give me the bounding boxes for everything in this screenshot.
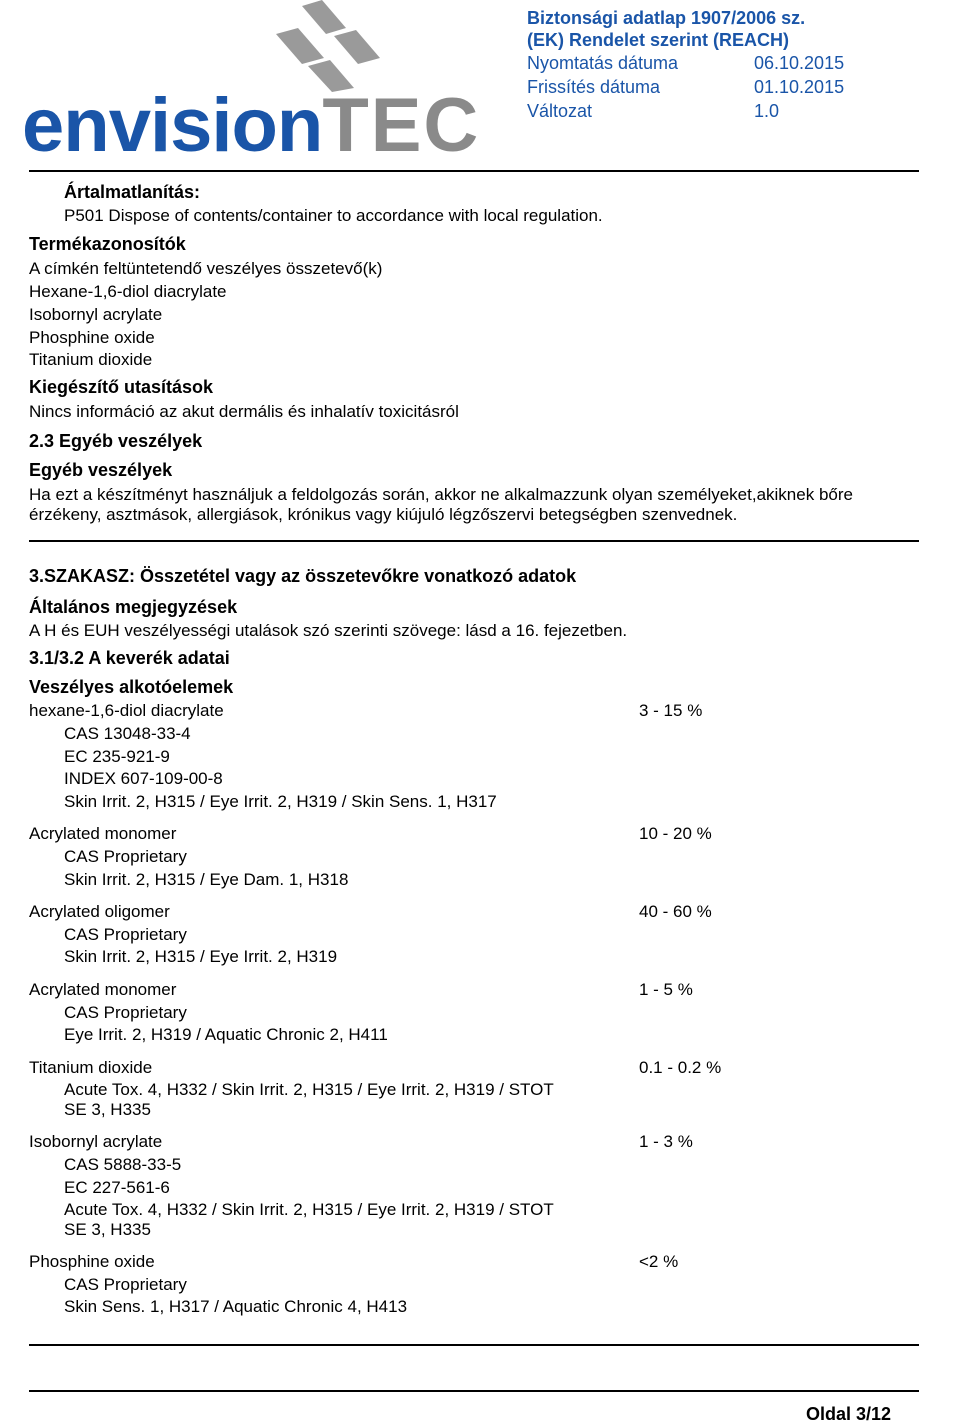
component-detail: Acute Tox. 4, H332 / Skin Irrit. 2, H315 / Eye Irrit. 2, H319 / STOT [64,1200,554,1219]
component-detail: CAS Proprietary [64,1003,187,1022]
component-detail: Skin Sens. 1, H317 / Aquatic Chronic 4, H413 [64,1297,408,1316]
update-date-label: Frissítés dátuma [527,77,661,97]
component-name: Acrylated monomer [29,980,177,999]
section-divider [29,540,919,542]
component-concentration: 40 - 60 % [639,902,712,921]
component-detail: CAS Proprietary [64,1275,187,1294]
component-concentration: 10 - 20 % [639,824,712,843]
identifier-item: Hexane-1,6-diol diacrylate [29,282,227,301]
header-divider [29,170,919,172]
component-detail: SE 3, H335 [64,1100,151,1119]
component-detail: INDEX 607-109-00-8 [64,769,223,788]
general-notes-text: A H és EUH veszélyességi utalások szó szerinti szövege: lásd a 16. fejezetben. [29,621,628,640]
section3-title: 3.SZAKASZ: Összetétel vagy az összetevőkre vonatkozó adatok [29,566,577,586]
supplementary-heading: Kiegészítő utasítások [29,377,214,397]
component-detail: Eye Irrit. 2, H319 / Aquatic Chronic 2, H411 [64,1025,388,1044]
component-detail: Skin Irrit. 2, H315 / Eye Dam. 1, H318 [64,870,349,889]
component-detail: CAS Proprietary [64,847,187,866]
doc-title-line-2: (EK) Rendelet szerint (REACH) [527,30,790,50]
disposal-heading: Ártalmatlanítás: [64,182,201,202]
component-concentration: 3 - 15 % [639,701,703,720]
supplementary-text: Nincs információ az akut dermális és inhalatív toxicitásról [29,402,459,421]
hazardous-components-heading: Veszélyes alkotóelemek [29,677,234,697]
component-name: Acrylated monomer [29,824,177,843]
component-concentration: <2 % [639,1252,679,1271]
component-detail: EC 227-561-6 [64,1178,170,1197]
component-detail: Acute Tox. 4, H332 / Skin Irrit. 2, H315 / Eye Irrit. 2, H319 / STOT [64,1080,554,1099]
other-hazards-text-1: Ha ezt a készítményt használjuk a feldolgozás során, akkor ne alkalmazzunk olyan személyeket,akiknek bőre [29,485,853,504]
footer-divider-bottom [29,1390,919,1392]
identifier-item: Isobornyl acrylate [29,305,163,324]
general-notes-heading: Általános megjegyzések [29,597,238,617]
other-hazards-text-2: érzékeny, asztmások, allergiások, krónikus vagy kiújuló légzőszervi betegségben szenvednek. [29,505,738,524]
page-number: Oldal 3/12 [806,1404,892,1424]
identifiers-intro: A címkén feltüntetendő veszélyes összetevő(k) [29,259,383,278]
logo-tec-text: TEC [322,83,481,168]
component-detail: EC 235-921-9 [64,747,170,766]
identifier-item: Titanium dioxide [29,350,153,369]
logo-main-text: envision [22,83,323,168]
component-detail: Skin Irrit. 2, H315 / Eye Irrit. 2, H319 / Skin Sens. 1, H317 [64,792,497,811]
disposal-p501: P501 Dispose of contents/container to accordance with local regulation. [64,206,603,225]
component-detail: Skin Irrit. 2, H315 / Eye Irrit. 2, H319 [64,947,338,966]
other-hazards-heading: Egyéb veszélyek [29,460,173,480]
component-name: hexane-1,6-diol diacrylate [29,701,224,720]
mixture-heading: 3.1/3.2 A keverék adatai [29,648,230,668]
component-detail: CAS 5888-33-5 [64,1155,182,1174]
doc-title-line-1: Biztonsági adatlap 1907/2006 sz. [527,8,806,28]
component-concentration: 1 - 3 % [639,1132,693,1151]
component-concentration: 1 - 5 % [639,980,693,999]
version-value: 1.0 [754,101,780,121]
identifier-item: Phosphine oxide [29,328,155,347]
component-detail: CAS Proprietary [64,925,187,944]
update-date-value: 01.10.2015 [754,77,845,97]
component-detail: CAS 13048-33-4 [64,724,191,743]
component-name: Isobornyl acrylate [29,1132,163,1151]
identifiers-heading: Termékazonosítók [29,234,186,254]
print-date-value: 06.10.2015 [754,53,845,73]
version-label: Változat [527,101,593,121]
logo-mark-icon [268,0,400,92]
component-name: Titanium dioxide [29,1058,153,1077]
component-concentration: 0.1 - 0.2 % [639,1058,722,1077]
component-name: Acrylated oligomer [29,902,170,921]
footer-divider-top [29,1344,919,1346]
other-hazards-section: 2.3 Egyéb veszélyek [29,431,203,451]
logo-wordmark [22,83,481,168]
print-date-label: Nyomtatás dátuma [527,53,679,73]
component-name: Phosphine oxide [29,1252,155,1271]
component-detail: SE 3, H335 [64,1220,151,1239]
